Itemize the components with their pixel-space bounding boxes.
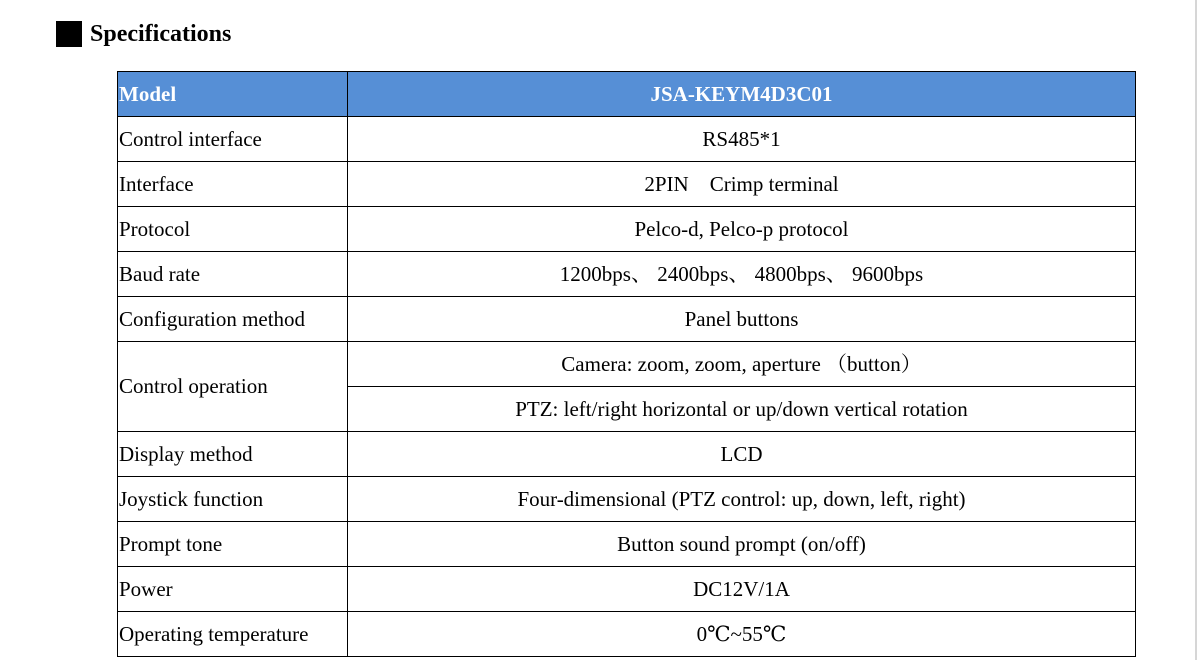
row-value-control-interface: RS485*1 — [348, 117, 1136, 162]
table-row — [118, 162, 1136, 207]
row-value-operating-temperature: 0℃~55℃ — [348, 612, 1136, 657]
row-label-display-method: Display method — [118, 432, 348, 477]
row-value-control-operation-camera: Camera: zoom, zoom, aperture （button） — [348, 342, 1136, 387]
row-value-control-operation-ptz: PTZ: left/right horizontal or up/down vertical rotation — [348, 387, 1136, 432]
row-value-interface: 2PIN Crimp terminal — [348, 162, 1136, 207]
section-title: Specifications — [90, 21, 232, 47]
table-row — [118, 477, 1136, 522]
row-value-prompt-tone: Button sound prompt (on/off) — [348, 522, 1136, 567]
table-row — [118, 432, 1136, 477]
row-label-operating-temperature: Operating temperature — [118, 612, 348, 657]
row-label-control-operation: Control operation — [118, 342, 348, 432]
row-value-configuration-method: Panel buttons — [348, 297, 1136, 342]
table-row — [118, 117, 1136, 162]
row-label-prompt-tone: Prompt tone — [118, 522, 348, 567]
row-value-joystick-function: Four-dimensional (PTZ control: up, down, left, right) — [348, 477, 1136, 522]
row-label-protocol: Protocol — [118, 207, 348, 252]
row-label-joystick-function: Joystick function — [118, 477, 348, 522]
table-row — [118, 252, 1136, 297]
table-row — [118, 612, 1136, 657]
table-row — [118, 207, 1136, 252]
row-value-baud-rate: 1200bps、 2400bps、 4800bps、 9600bps — [348, 252, 1136, 297]
row-value-protocol: Pelco-d, Pelco-p protocol — [348, 207, 1136, 252]
table-row — [118, 522, 1136, 567]
table-row — [118, 297, 1136, 342]
specifications-table — [117, 71, 1136, 657]
row-label-configuration-method: Configuration method — [118, 297, 348, 342]
table-header-row — [118, 72, 1136, 117]
table-row — [118, 342, 1136, 387]
row-label-interface: Interface — [118, 162, 348, 207]
section-heading — [56, 20, 231, 48]
header-label-model: Model — [118, 72, 348, 117]
table-row — [118, 567, 1136, 612]
black-square-icon — [56, 21, 82, 47]
header-value-model: JSA-KEYM4D3C01 — [348, 72, 1136, 117]
row-value-power: DC12V/1A — [348, 567, 1136, 612]
row-label-baud-rate: Baud rate — [118, 252, 348, 297]
row-label-control-interface: Control interface — [118, 117, 348, 162]
row-label-power: Power — [118, 567, 348, 612]
row-value-display-method: LCD — [348, 432, 1136, 477]
